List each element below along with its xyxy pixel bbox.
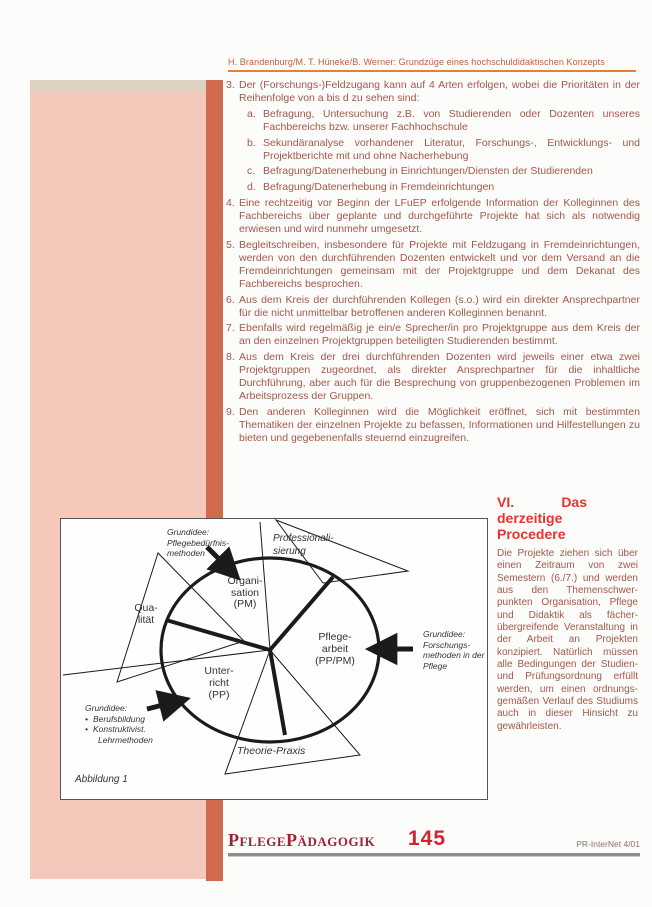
item-text: Begleitschreiben, insbesondere für Projekte mit Feldzugang in Fremdeinrichtungen, werden von den durchführenden Dozenten entwickelt und vor dem Versand an die Fremdeinrichtungen gemeinsam mit der Projektgruppe und dem Dekanat des Fachbereichs besprochen.: [239, 238, 640, 290]
section-column: [497, 494, 638, 733]
subitem-text: Befragung, Untersuchung z.B. von Studierenden oder Dozenten unseres Fachbereichs bzw. unserer Fachhochschule: [263, 107, 640, 133]
figure-label-theorie-praxis: Theorie-Praxis: [237, 745, 306, 757]
sub-list-item: [247, 165, 640, 178]
item-text: Eine rechtzeitig vor Beginn der LFuEP erfolgende Information der Kolleginnen des Fachbereichs über geplante und durchgeführte Projekte hat sich als notwendig erwiesen und wird nunmehr umgesetzt.: [239, 197, 640, 236]
list-item: [226, 351, 640, 403]
figure-label-organisation: Organi- sation (PM): [227, 575, 263, 610]
list-item: [226, 322, 640, 348]
list-item: [226, 79, 640, 105]
item-number: 5.: [226, 238, 235, 251]
figure-label-professionalisierung: Professionali- sierung: [273, 533, 334, 557]
figure-caption: Abbildung 1: [75, 774, 128, 785]
section-heading: [497, 494, 587, 542]
section-body-text: Die Projekte ziehen sich über einen Zeitraum von zwei Semestern (6./7.) und werden aus den Themenschwerpunkten Organisation, Pflege und Didaktik als fächerübergreifende Veranstaltung in der Arbeit an Projekten konzipiert. Natürlich müssen alle Bedingungen der Studien- und Prüfungsordnung erfüllt werden, um einen ordnungsgemäßen Verlauf des Studiums auch in dieser Hinsicht zu gewährleisten.: [497, 548, 638, 732]
figure-box: [60, 518, 488, 800]
subitem-letter: c.: [247, 165, 256, 178]
item-text: Aus dem Kreis der durchführenden Kollegen (s.o.) wird ein direkter Ansprechpartner für die nicht unmittelbar betroffenen anderen Kolleginnen benannt.: [239, 293, 640, 319]
sub-list-item: [247, 108, 640, 134]
item-number: 7.: [226, 322, 235, 335]
body-column: [226, 79, 640, 448]
item-text: Der (Forschungs-)Feldzugang kann auf 4 Arten erfolgen, wobei die Prioritäten in der Reihenfolge von a bis d zu sehen sind:: [239, 79, 640, 104]
section-heading-line2: derzeitige: [497, 510, 563, 526]
list-item: [226, 197, 640, 236]
item-text: Aus dem Kreis der drei durchführenden Dozenten wird jeweils einer etwa zwei Projektgruppen zugeordnet, als direkter Ansprechpartner für die inhaltliche Durchführung, aber auch für die Besprechung von gruppenbezogenen Problemen im Arbeitsprozess der Gruppen.: [239, 351, 640, 402]
figure-label-pflegearbeit: Pflege- arbeit (PP/PM): [315, 631, 355, 667]
beige-strip: [30, 80, 206, 92]
subitem-letter: b.: [247, 136, 256, 149]
list-item: [226, 406, 640, 445]
subitem-letter: d.: [247, 181, 256, 194]
page-number: 145: [408, 827, 447, 850]
section-heading-line3: Procedere: [497, 526, 566, 542]
item-number: 4.: [226, 197, 235, 210]
subitem-text: Befragung/Datenerhebung in Einrichtungen/Diensten der Studierenden: [263, 165, 593, 178]
running-header-rule: [228, 70, 636, 72]
figure-label-grundidee-pflege: Grundidee: Pflegebedürfnis- methoden: [167, 527, 229, 558]
figure-label-qualitaet: Qua- lität: [134, 602, 158, 626]
issue-label: PR-InterNet 4/01: [576, 839, 640, 849]
subitem-text: Sekundäranalyse vorhandener Literatur, Forschungs-, Entwicklungs- und Projektberichte mit und ohne Nacherhebung: [263, 136, 640, 162]
subitem-letter: a.: [247, 107, 256, 120]
list-item: [226, 294, 640, 320]
running-header: H. Brandenburg/M. T. Hüneke/B. Werner: Grundzüge eines hochschuldidaktischen Konzepts: [228, 57, 605, 67]
figure-label-unterricht: Unter- richt (PP): [204, 665, 234, 701]
section-heading-line1: [497, 494, 587, 510]
sub-list-item: [247, 181, 640, 194]
item-number: 8.: [226, 351, 235, 364]
bullet-icon: •: [85, 713, 88, 724]
item-number: 3.: [226, 79, 235, 91]
item-number: 6.: [226, 293, 235, 306]
footer-rule: [228, 853, 640, 857]
sub-list-item: [247, 137, 640, 163]
section-heading-word: Das: [561, 494, 587, 510]
subitem-text: Befragung/Datenerhebung in Fremdeinrichtungen: [263, 181, 495, 194]
list-item: [226, 239, 640, 291]
journal-title: PflegePädagogik: [228, 830, 376, 850]
figure-label-grundidee-forschung: Grundidee: Forschungs- methoden in der Pflege: [423, 629, 485, 671]
section-numeral: VI.: [497, 494, 515, 510]
item-text: Den anderen Kolleginnen wird die Möglichkeit eröffnet, sich mit bestimmten Thematiken der einzelnen Projekte zu befassen, Informationen und Hilfestellungen zu bieten und gegebenenfalls steuernd einzugreifen.: [239, 405, 640, 444]
bullet-icon: •: [85, 724, 88, 734]
figure-label-grundidee-berufsbildung: Grundidee: • Berufsbildung • Konstruktivist. Lehrmethoden: [85, 703, 153, 745]
item-number: 9.: [226, 405, 235, 418]
item-text: Ebenfalls wird regelmäßig je ein/e Sprecher/in pro Projektgruppe aus dem Kreis der an den einzelnen Projektgruppen beteiligten Studierenden bestimmt.: [239, 322, 640, 348]
